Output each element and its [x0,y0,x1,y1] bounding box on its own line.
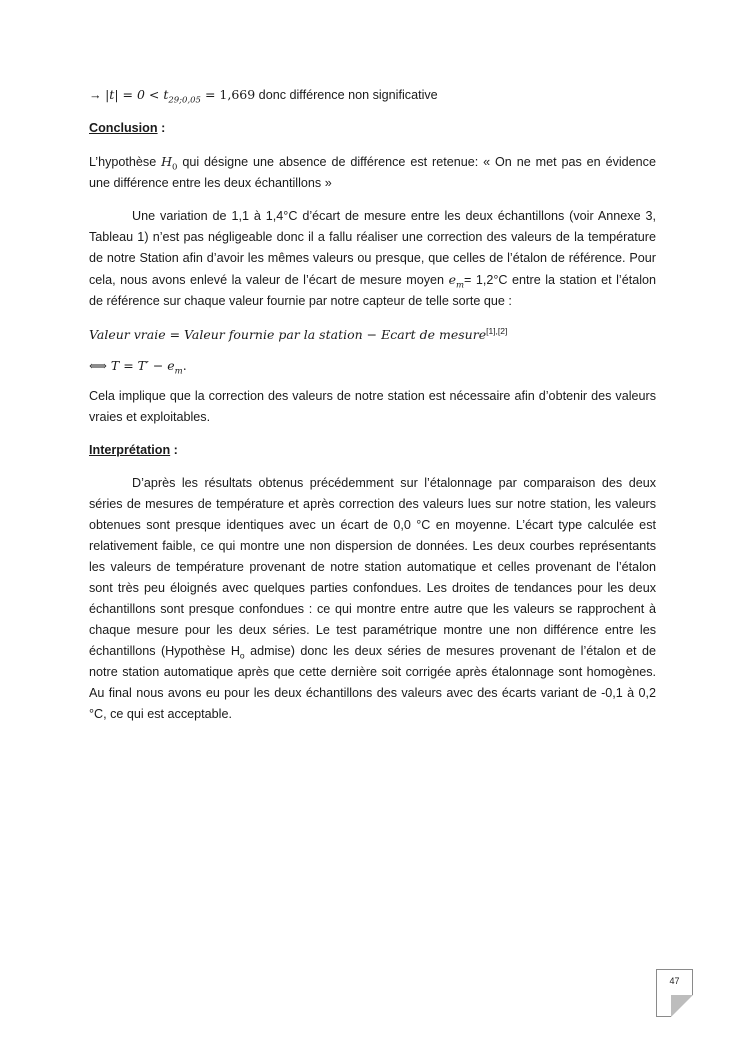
interpretation-heading-line: Interprétation : [89,443,178,457]
interpretation-paragraph: D’après les résultats obtenus précédemment sur l’étalonnage par comparaison des deux séries de mesures de température et après correction des valeurs lues sur notre station, les valeurs obtenues sont presque identiques avec un écart de 0,0 °C en moyenne. L’écart type calculée est relativement faible, ce qui montre une non dispersion de données. Les deux courbes représentants les valeurs de température provenant de notre station automatique et celles provenant de l’étalon sont très peu éloignés avec quelques parties confondues. Les droites de tendances pour les deux échantillons sont presque confondues : ce qui montre entre autre que les valeurs se rapprochent à chaque mesure pour les deux séries. Le test paramétrique montre une non différence entre les échantillons (Hypothèse $H_o$ admise) donc les deux séries de mesures provenant de l’étalon et de notre station automatique après que cette dernière soit corrigée après étalonnage sont homogènes. Au final nous avons eu pour les deux échantillons des valeurs avec des écarts variant de -0,1 à 0,2 °C, ce qui est acceptable. [89,476,656,721]
formula-valeur-vraie: Valeur vraie = Valeur fournie par la station − Ecart de mesure[1],[2] [89,325,508,342]
page-number-box [656,969,693,1017]
conclusion-paragraph-1: L’hypothèse $H_0$ qui désigne une absence de différence est retenue: « On ne met pas en évidence une différence entre les deux échantillons » [89,154,656,190]
formula-t-equation: ⟺ $T = T' - e_m$. [89,358,187,377]
equivalence-symbol: ⟺ [89,358,107,373]
em-symbol: $e_m$ [448,272,465,291]
stat-result-line [89,84,656,106]
conclusion-paragraph-3: Cela implique que la correction des valeurs de notre station est nécessaire afin d’obtenir des valeurs vraies et exploitables. [89,389,656,424]
interpretation-heading: Interprétation [89,443,171,457]
h0-symbol: $H_0$ [161,154,178,173]
conclusion-heading: Conclusion [89,121,158,135]
stat-result-text: donc différence non significative [255,88,438,102]
document-body [89,84,656,737]
t-test-expression: $|t| = 0 < t_{29;0,05} = 1,669$ [105,87,256,106]
reference-marker: [1],[2] [486,325,508,336]
page-fold-corner [671,995,693,1017]
conclusion-paragraph-2: Une variation de 1,1 à 1,4°C d’écart de mesure entre les deux échantillons (voir Annexe 3, Tableau 1) n’est pas négligeable donc il a fallu réaliser une correction des valeurs de la température de notre Station afin d’avoir les mêmes valeurs ou presque, que celles de l’étalon de référence. Pour cela, nous avons enlevé la valeur de l’écart de mesure moyen $e_m= 1,2^\circ C$ entre la station et l’étalon de référence sur chaque valeur fournie par notre capteur de telle sorte que : [89,209,657,308]
page-number: 47 [669,976,680,986]
conclusion-heading-line: Conclusion : [89,121,166,135]
arrow-symbol: → [89,88,102,102]
